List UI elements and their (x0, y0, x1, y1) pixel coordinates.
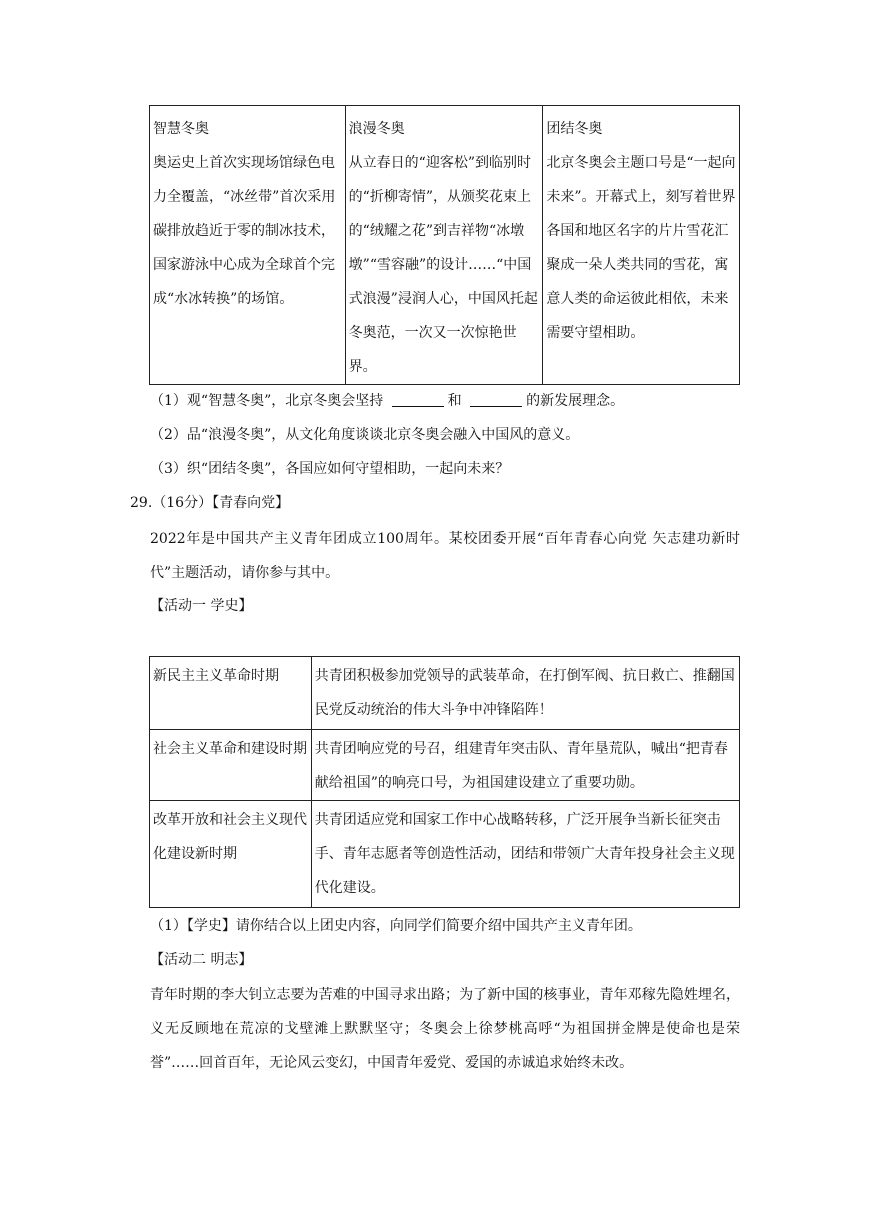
period-cell: 社会主义革命和建设时期 (150, 730, 312, 801)
table-row (150, 801, 740, 908)
question-2: （2）品“浪漫冬奥”，从文化角度谈谈北京冬奥会融入中国风的意义。 (150, 427, 580, 443)
table-row (150, 730, 740, 801)
cell-text: 北京冬奥会主题口号是“一起向未来”。开幕式上，刻写着世界各国和地区名字的片片雪花汇聚成一朵人类共同的雪花，寓意人类的命运彼此相依，未来需要守望相助。 (546, 155, 736, 341)
activity-2-text: 青年时期的李大钊立志要为苦难的中国寻求出路；为了新中国的核事业，青年邓稼先隐姓埋名，义无反顾地在荒凉的戈壁滩上默默坚守；冬奥会上徐梦桃高呼“为祖国拼金牌是使命也是荣誉”……回首百年，无论风云变幻，中国青年爱党、爱国的赤诚追求始终未改。 (150, 987, 740, 1071)
period-cell: 新民主主义革命时期 (150, 657, 312, 730)
activity-1-heading: 【活动一 学史】 (150, 598, 253, 614)
winter-olympics-table (149, 105, 740, 385)
table-row (150, 106, 740, 385)
table-row (150, 657, 740, 730)
table-cell (345, 106, 543, 385)
column-header: 团结冬奥 (546, 121, 603, 137)
table-cell (150, 106, 346, 385)
question-29-heading: 29.（16分）【青春向党】 (130, 495, 290, 511)
question-1: （1）观“智慧冬奥”，北京冬奥会坚持 和 的新发展理念。 (150, 393, 625, 409)
content-cell: 共青团适应党和国家工作中心战略转移，广泛开展争当新长征突击手、青年志愿者等创造性活动，团结和带领广大青年投身社会主义现代化建设。 (311, 801, 739, 908)
cell-text: 奥运史上首次实现场馆绿色电力全覆盖，“冰丝带”首次采用碳排放趋近于零的制冰技术，国家游泳中心成为全球首个完成“水冰转换”的场馆。 (153, 155, 336, 307)
table-cell (543, 106, 740, 385)
question-3: （3）织“团结冬奥”，各国应如何守望相助，一起向未来？ (150, 461, 510, 477)
content-cell: 共青团积极参加党领导的武装革命，在打倒军阀、抗日救亡、推翻国民党反动统治的伟大斗争中冲锋陷阵！ (311, 657, 739, 730)
question-29-1: （1）【学史】请你结合以上团史内容，向同学们简要介绍中国共产主义青年团。 (150, 918, 642, 934)
activity-2-heading: 【活动二 明志】 (150, 952, 253, 968)
period-cell: 改革开放和社会主义现代化建设新时期 (150, 801, 312, 908)
content-cell: 共青团响应党的号召，组建青年突击队、青年垦荒队，喊出“把青春献给祖国”的响亮口号，为祖国建设建立了重要功勋。 (311, 730, 739, 801)
column-header: 浪漫冬奥 (348, 121, 405, 137)
answer-blank[interactable] (470, 392, 522, 407)
cell-text: 从立春日的“迎客松”到临别时的“折柳寄情”，从颁奖花束上的“绒耀之花”到吉祥物“冰墩墩”“雪容融”的设计……“中国式浪漫”浸润人心，中国风托起冬奥范，一次又一次惊艳世界。 (348, 155, 538, 375)
league-history-table (149, 656, 740, 908)
answer-blank[interactable] (392, 392, 444, 407)
column-header: 智慧冬奥 (153, 121, 209, 137)
question-29-intro: 2022年是中国共产主义青年团成立100周年。某校团委开展“百年青春心向党 矢志建功新时代”主题活动，请你参与其中。 (150, 531, 740, 581)
